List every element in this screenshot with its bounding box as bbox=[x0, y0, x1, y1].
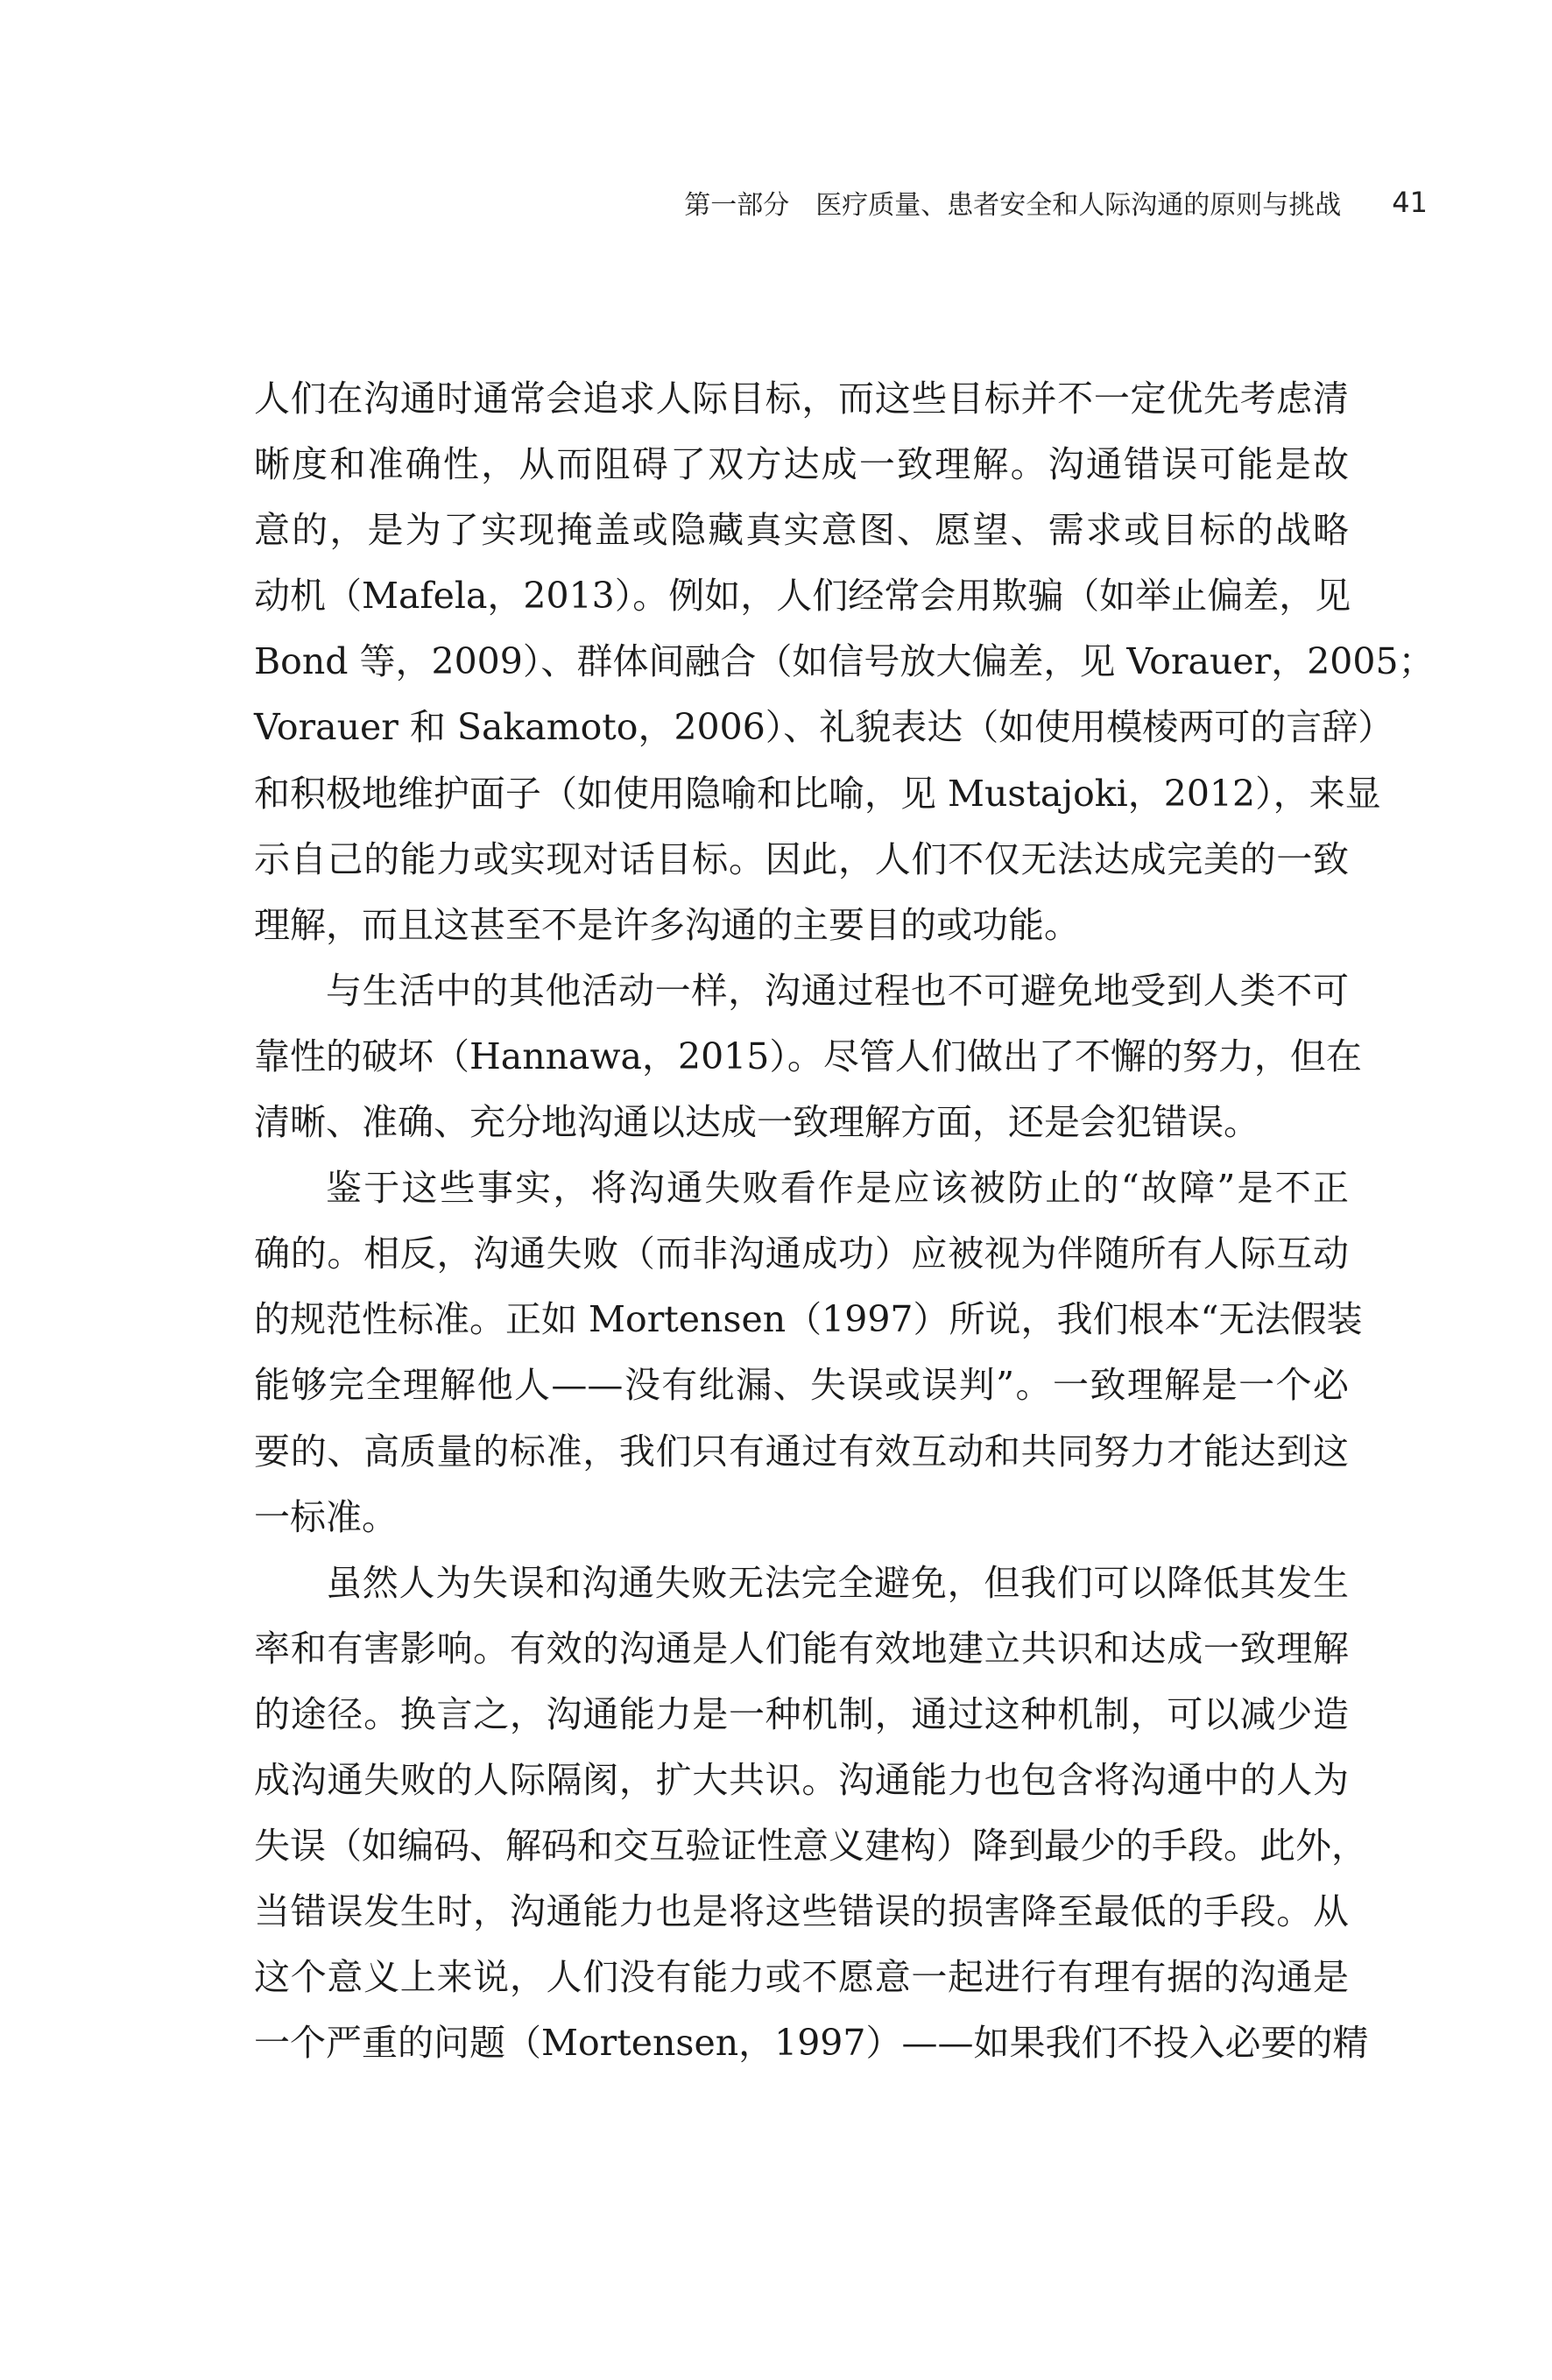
text-line: 晰度和准确性，从而阻碍了双方达成一致理解。沟通错误可能是故 bbox=[254, 443, 1349, 486]
text-line: 和积极地维护面子（如使用隐喻和比喻，见 Mustajoki，2012），来显 bbox=[254, 772, 1381, 815]
text-line: 要的、高质量的标准，我们只有通过有效互动和共同努力才能达到这 bbox=[254, 1430, 1349, 1472]
paragraph bbox=[254, 1155, 1363, 1550]
body-text bbox=[254, 366, 1435, 2076]
text-line: 当错误发生时，沟通能力也是将这些错误的损害降至最低的手段。从 bbox=[254, 1890, 1349, 1933]
text-line: 理解，而且这甚至不是许多沟通的主要目的或功能。 bbox=[254, 903, 1080, 946]
page-number: 41 bbox=[1392, 186, 1428, 219]
running-header bbox=[613, 180, 1428, 224]
text-line: 率和有害影响。有效的沟通是人们能有效地建立共识和达成一致理解 bbox=[254, 1627, 1349, 1670]
text-line: 这个意义上来说，人们没有能力或不愿意一起进行有理有据的沟通是 bbox=[254, 1956, 1349, 1999]
text-line: 与生活中的其他活动一样，沟通过程也不可避免地受到人类不可 bbox=[326, 969, 1349, 1012]
text-line: 一标准。 bbox=[254, 1495, 398, 1538]
text-line: 鉴于这些事实，将沟通失败看作是应该被防止的“故障”是不正 bbox=[326, 1167, 1349, 1210]
text-line: 能够完全理解他人——没有纰漏、失误或误判”。一致理解是一个必 bbox=[254, 1364, 1349, 1407]
text-line: 的途径。换言之，沟通能力是一种机制，通过这种机制，可以减少造 bbox=[254, 1692, 1349, 1735]
text-line: Bond 等，2009）、群体间融合（如信号放大偏差，见 Vorauer，2005； bbox=[254, 640, 1435, 683]
header-part-label: 第一部分 bbox=[684, 190, 790, 221]
text-line: 示自己的能力或实现对话目标。因此，人们不仅无法达成完美的一致 bbox=[254, 837, 1349, 880]
text-line: 失误（如编码、解码和交互验证性意义建构）降到最少的手段。此外， bbox=[254, 1825, 1367, 1868]
header-chapter-title: 医疗质量、患者安全和人际沟通的原则与挑战 bbox=[815, 190, 1342, 221]
text-line: 一个严重的问题（Mortensen，1997）——如果我们不投入必要的精 bbox=[254, 2022, 1369, 2065]
paragraph bbox=[254, 958, 1362, 1155]
text-line: Vorauer 和 Sakamoto，2006）、礼貌表达（如使用模棱两可的言辞） bbox=[254, 706, 1394, 749]
paragraph bbox=[254, 1550, 1369, 2077]
text-line: 动机（Mafela，2013）。例如，人们经常会用欺骗（如举止偏差，见 bbox=[254, 575, 1351, 618]
text-line: 靠性的破坏（Hannawa，2015）。尽管人们做出了不懈的努力，但在 bbox=[254, 1035, 1362, 1077]
text-line: 人们在沟通时通常会追求人际目标，而这些目标并不一定优先考虑清 bbox=[254, 378, 1349, 420]
text-line: 确的。相反，沟通失败（而非沟通成功）应被视为伴随所有人际互动 bbox=[254, 1232, 1349, 1275]
text-line: 虽然人为失误和沟通失败无法完全避免，但我们可以降低其发生 bbox=[326, 1561, 1349, 1604]
text-line: 的规范性标准。正如 Mortensen（1997）所说，我们根本“无法假装 bbox=[254, 1298, 1363, 1341]
text-line: 意的，是为了实现掩盖或隐藏真实意图、愿望、需求或目标的战略 bbox=[254, 509, 1349, 552]
text-line: 清晰、准确、充分地沟通以达成一致理解方面，还是会犯错误。 bbox=[254, 1101, 1259, 1144]
paragraph bbox=[254, 366, 1435, 958]
text-line: 成沟通失败的人际隔阂，扩大共识。沟通能力也包含将沟通中的人为 bbox=[254, 1758, 1349, 1801]
